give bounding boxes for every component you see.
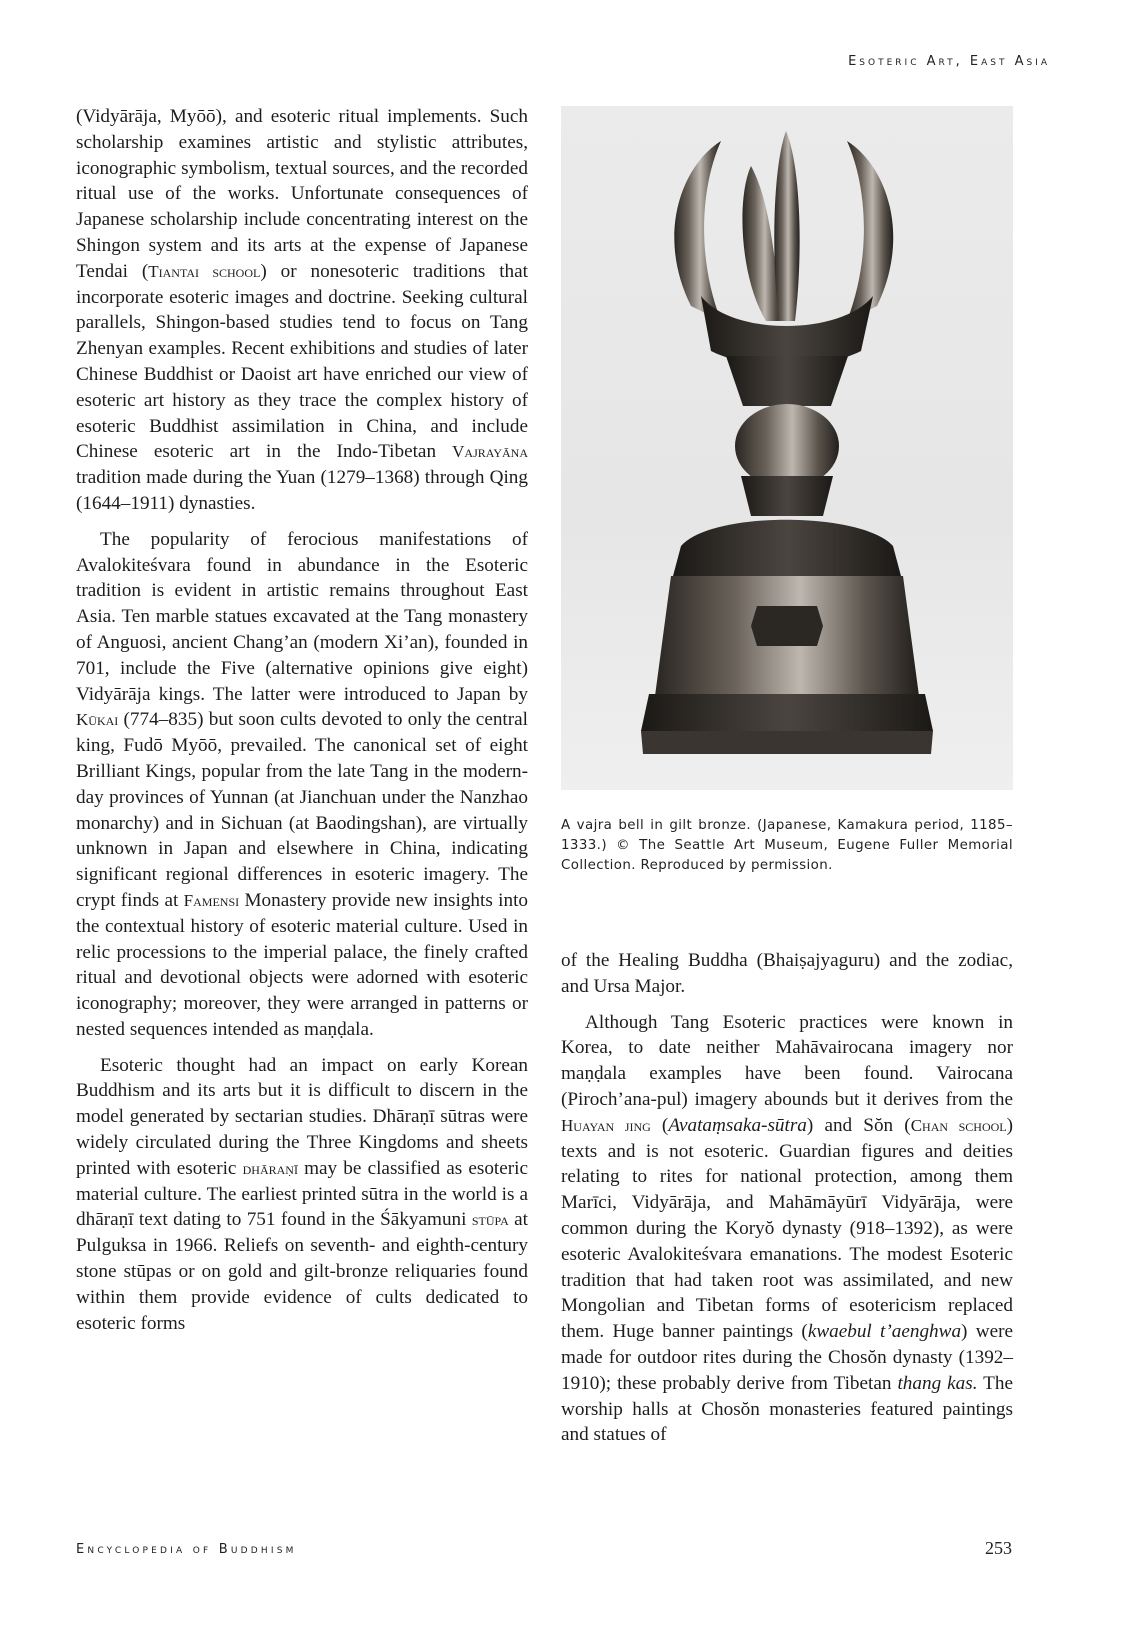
cross-reference: Famensi [183,890,240,910]
running-head: Esoteric Art, East Asia [848,54,1050,69]
figure-caption: A vajra bell in gilt bronze. (Japanese, Kamakura period, 1185–1333.) © The Seattle Art Museum, Eugene Fuller Memorial Collection. Reproduced by permission. [561,818,1013,873]
cross-reference: Chan school [910,1115,1007,1135]
italic-term: kwaebul t’aenghwa [807,1321,962,1343]
paragraph: of the Healing Buddha (Bhaiṣajyaguru) and the zodiac, and Ursa Major. [561,950,1013,997]
paragraph: The popularity of ferocious manifestations of Avalokiteśvara found in abundance in the Esoteric tradition is evident in artistic remains throughout East Asia. Ten marble statues excavated at the Tang monastery of Anguosi, ancient Chang’an (modern Xi’an), founded in 701, include the Five (alternative opinions give eight) Vidyārāja kings. The latter were introduced to Japan by Kūkai (774–835) but soon cults devoted to only the central king, Fudō Myōō, prevailed. The canonical set of eight Brilliant Kings, popular from the late Tang in the modern-day provinces of Yunnan (at Jianchuan under the Nanzhao monarchy) and in Sichuan (at Baodingshan), are virtually unknown in Japan and elsewhere in China, indicating significant regional differences in esoteric imagery. The crypt finds at Famensi Monastery provide new insights into the contextual history of esoteric material culture. Used in relic processions to the imperial palace, the finely crafted ritual and devotional objects were adorned with esoteric iconography; moreover, they were arranged in patterns or nested sequences intended as maṇḍala. [76,528,528,1040]
page-number: 253 [985,1538,1012,1558]
vajra-bell-illustration [561,106,1013,790]
cross-reference: Vajrayāna [452,442,528,462]
paragraph: (Vidyārāja, Myōō), and esoteric ritual implements. Such scholarship examines artistic and stylistic attributes, iconographic symbolism, textual sources, and the recorded ritual use of the works. Unfortunate consequences of Japanese scholarship include concentrating interest on the Shingon system and its arts at the expense of Japanese Tendai (Tiantai school) or nonesoteric traditions that incorporate esoteric images and doctrine. Seeking cultural parallels, Shingon-based studies tend to focus on Tang Zhenyan examples. Recent exhibitions and studies of later Chinese Buddhist or Daoist art have enriched our view of esoteric art history as they trace the complex history of esoteric Buddhist assimilation in China, and include Chinese esoteric art in the Indo-Tibetan Vajrayāna tradition made during the Yuan (1279–1368) through Qing (1644–1911) dynasties. [76,106,529,514]
italic-term: Avataṃsaka-sūtra [668,1114,807,1136]
cross-reference: Huayan jing [561,1115,651,1135]
italic-term: thang kas. [897,1372,978,1394]
left-column [76,104,528,1346]
paragraph: Although Tang Esoteric practices were known in Korea, to date neither Mahāvairocana imagery nor maṇḍala examples have been found. Vairocana (Piroch’ana-pul) imagery abounds but it derives from the Huayan jing (Avataṃsaka-sūtra) and Sŏn (Chan school) texts and is not esoteric. Guardian figures and deities relating to rites for national protection, among them Marīci, Vidyārāja, and Mahāmāyūrī Vidyārāja, were common during the Koryŏ dynasty (918–1392), as were esoteric Avalokiteśvara emanations. The modest Esoteric tradition that had taken root was assimilated, and new Mongolian and Tibetan forms of esotericism replaced them. Huge banner paintings (kwaebul t’aenghwa) were made for outdoor rites during the Chosŏn dynasty (1392–1910); these probably derive from Tibetan thang kas. The worship halls at Chosŏn monasteries featured paintings and statues of [561,1011,1014,1446]
right-column [561,948,1013,1458]
cross-reference: stūpa [471,1210,509,1230]
cross-reference: Tiantai school [148,261,261,281]
paragraph: Esoteric thought had an impact on early Korean Buddhism and its arts but it is difficult to discern in the model generated by sectarian studies. Dhāraṇī sūtras were widely circulated during the Three Kingdoms and sheets printed with esoteric dhāraṇī may be classified as esoteric material culture. The earliest printed sūtra in the world is a dhāraṇī text dating to 751 found in the Śākyamuni stūpa at Pulguksa in 1966. Reliefs on seventh- and eighth-century stone stūpas or on gold and gilt-bronze reliquaries found within them provide evidence of cults dedicated to esoteric forms [76,1054,529,1334]
book-title-footer: Encyclopedia of Buddhism [76,1542,297,1557]
vajra-bell-photo [561,106,1013,790]
figure [561,106,1013,876]
cross-reference: Kūkai [76,710,119,730]
cross-reference: dhāraṇī [242,1158,298,1178]
